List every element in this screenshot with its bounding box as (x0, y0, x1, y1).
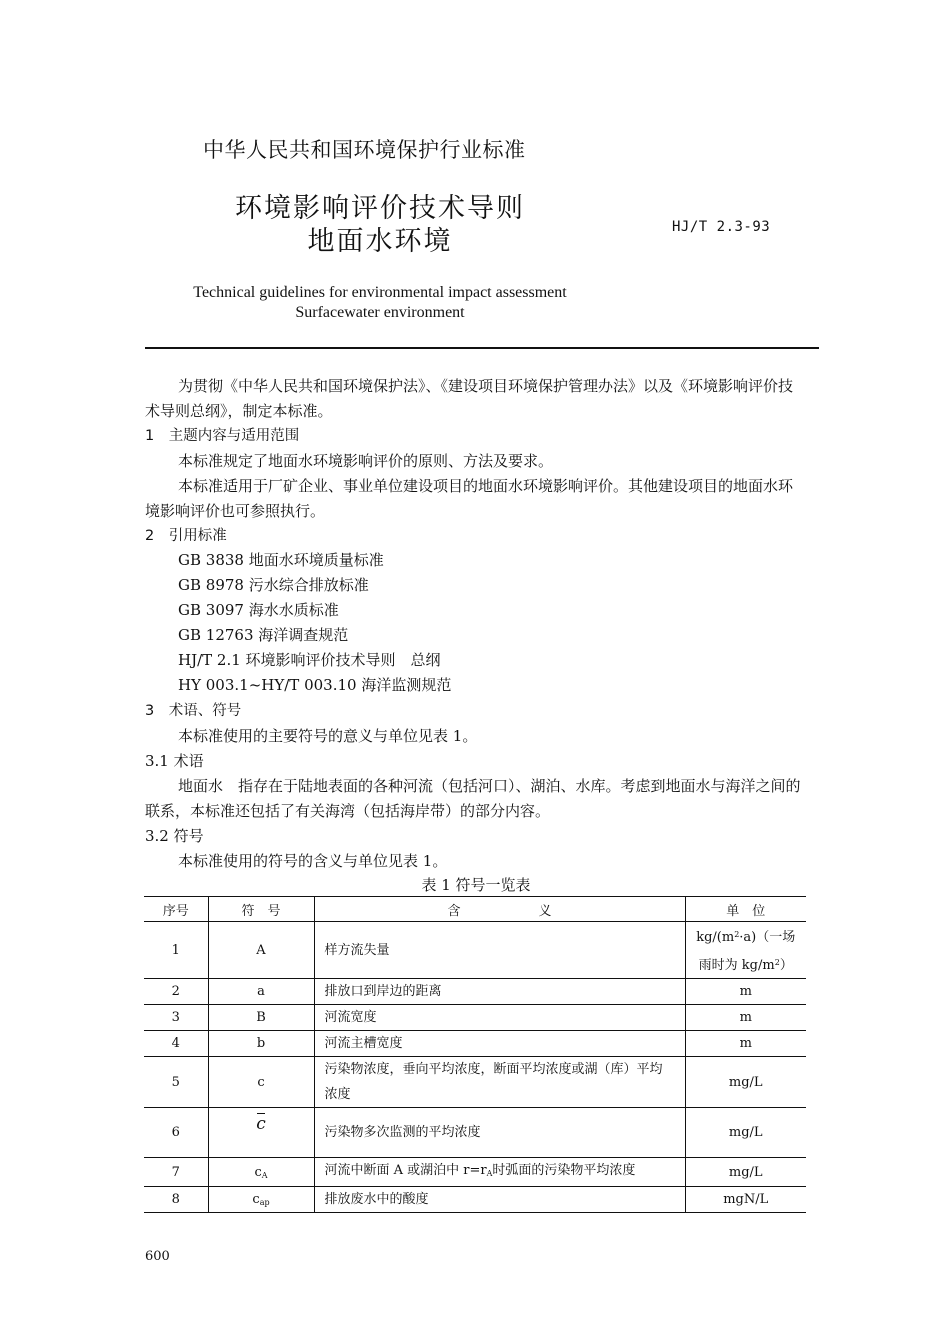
meaning-text: 河流中断面 A 或湖泊中 r=r (324, 1163, 487, 1178)
standard-organization: 中华人民共和国环境保护行业标准 (203, 138, 526, 162)
c-bar-symbol: c (256, 1114, 266, 1134)
reference-item: HY 003.1~HY/T 003.10 海洋监测规范 (178, 676, 452, 694)
reference-item: GB 12763 海洋调查规范 (178, 626, 349, 644)
row-meaning: 河流主槽宽度 (314, 1031, 685, 1057)
section-3-2-paragraph: 本标准使用的符号的含义与单位见表 1。 (178, 852, 448, 870)
row-meaning: 河流宽度 (314, 1005, 685, 1031)
section-3-2-heading: 3.2 符号 (145, 827, 204, 845)
row-number: 3 (144, 1005, 208, 1031)
row-number: 1 (144, 922, 208, 979)
row-meaning: 污染物多次监测的平均浓度 (314, 1108, 685, 1158)
table-row (144, 922, 806, 979)
row-meaning: 排放废水中的酸度 (314, 1187, 685, 1213)
table-row (144, 1108, 806, 1158)
row-unit: m (685, 979, 806, 1005)
section-1-heading: 1 主题内容与适用范围 (145, 428, 300, 444)
header-divider (145, 347, 819, 349)
row-meaning: 污染物浓度，垂向平均浓度，断面平均浓度或湖（库）平均浓度 (314, 1057, 685, 1108)
section-3-1-heading: 3.1 术语 (145, 752, 204, 770)
symbol-table (144, 896, 806, 1213)
row-symbol: B (208, 1005, 314, 1031)
row-number: 6 (144, 1108, 208, 1158)
table-row (144, 1031, 806, 1057)
row-unit: m (685, 1031, 806, 1057)
page-number: 600 (145, 1249, 170, 1264)
title-line-1: 环境影响评价技术导则 (235, 193, 525, 224)
row-number: 4 (144, 1031, 208, 1057)
symbol-base: c (252, 1192, 260, 1207)
document-title (200, 192, 560, 258)
unit-text: 雨时为 kg/m (698, 958, 775, 973)
row-number: 5 (144, 1057, 208, 1108)
english-title (150, 283, 610, 323)
row-unit (685, 922, 806, 979)
english-title-line-1: Technical guidelines for environmental impact assessment (193, 284, 567, 301)
table-header-row (144, 897, 806, 922)
row-number: 8 (144, 1187, 208, 1213)
standard-code: HJ/T 2.3-93 (672, 219, 771, 235)
header-unit: 单 位 (685, 897, 806, 922)
row-symbol (208, 1108, 314, 1158)
row-symbol: b (208, 1031, 314, 1057)
title-line-2: 地面水环境 (307, 226, 453, 257)
row-meaning (314, 1158, 685, 1187)
table-row (144, 1005, 806, 1031)
unit-text: ） (779, 958, 793, 973)
section-2-heading: 2 引用标准 (145, 528, 227, 544)
table-row (144, 1187, 806, 1213)
meaning-text: 时弧面的污染物平均浓度 (492, 1163, 636, 1178)
meaning-subscript: A (486, 1169, 493, 1178)
row-unit: mg/L (685, 1057, 806, 1108)
symbol-subscript: ap (259, 1198, 270, 1207)
row-unit: mg/L (685, 1158, 806, 1187)
intro-paragraph: 为贯彻《中华人民共和国环境保护法》、《建设项目环境保护管理办法》以及《环境影响评价技术导则总纲》，制定本标准。 (145, 377, 794, 420)
unit-text: ·a)（一场 (739, 930, 796, 945)
row-unit: m (685, 1005, 806, 1031)
section-3-paragraph: 本标准使用的主要符号的意义与单位见表 1。 (178, 727, 478, 745)
symbol-subscript: A (261, 1170, 268, 1180)
english-title-line-2: Surfacewater environment (295, 304, 465, 321)
table-row (144, 1057, 806, 1108)
reference-item: GB 3838 地面水环境质量标准 (178, 551, 384, 569)
header-meaning: 含 义 (314, 897, 685, 922)
row-symbol (208, 1158, 314, 1187)
table-row (144, 1158, 806, 1187)
section-1-paragraph-2: 本标准适用于厂矿企业、事业单位建设项目的地面水环境影响评价。其他建设项目的地面水环境影响评价也可参照执行。 (145, 477, 794, 520)
row-symbol: a (208, 979, 314, 1005)
row-number: 2 (144, 979, 208, 1005)
section-3-1-paragraph: 地面水 指存在于陆地表面的各种河流（包括河口）、湖泊、水库。考虑到地面水与海洋之间的联系，本标准还包括了有关海湾（包括海岸带）的部分内容。 (145, 777, 801, 820)
row-unit: mgN/L (685, 1187, 806, 1213)
reference-item: GB 8978 污水综合排放标准 (178, 576, 369, 594)
unit-superscript: 2 (734, 930, 740, 939)
row-symbol: c (208, 1057, 314, 1108)
row-unit: mg/L (685, 1108, 806, 1158)
row-symbol (208, 1187, 314, 1213)
section-3-heading: 3 术语、符号 (145, 703, 242, 719)
table-title: 表 1 符号一览表 (421, 876, 531, 894)
header-symbol: 符 号 (208, 897, 314, 922)
section-1-paragraph-1: 本标准规定了地面水环境影响评价的原则、方法及要求。 (178, 452, 554, 470)
row-number: 7 (144, 1158, 208, 1187)
reference-item: GB 3097 海水水质标准 (178, 601, 339, 619)
row-meaning: 排放口到岸边的距离 (314, 979, 685, 1005)
row-symbol: A (208, 922, 314, 979)
header-number: 序号 (144, 897, 208, 922)
unit-superscript: 2 (774, 958, 780, 967)
row-meaning: 样方流失量 (314, 922, 685, 979)
symbol-base: c (254, 1164, 262, 1180)
unit-text: kg/(m (696, 930, 735, 945)
reference-item: HJ/T 2.1 环境影响评价技术导则 总纲 (178, 651, 441, 669)
table-row (144, 979, 806, 1005)
